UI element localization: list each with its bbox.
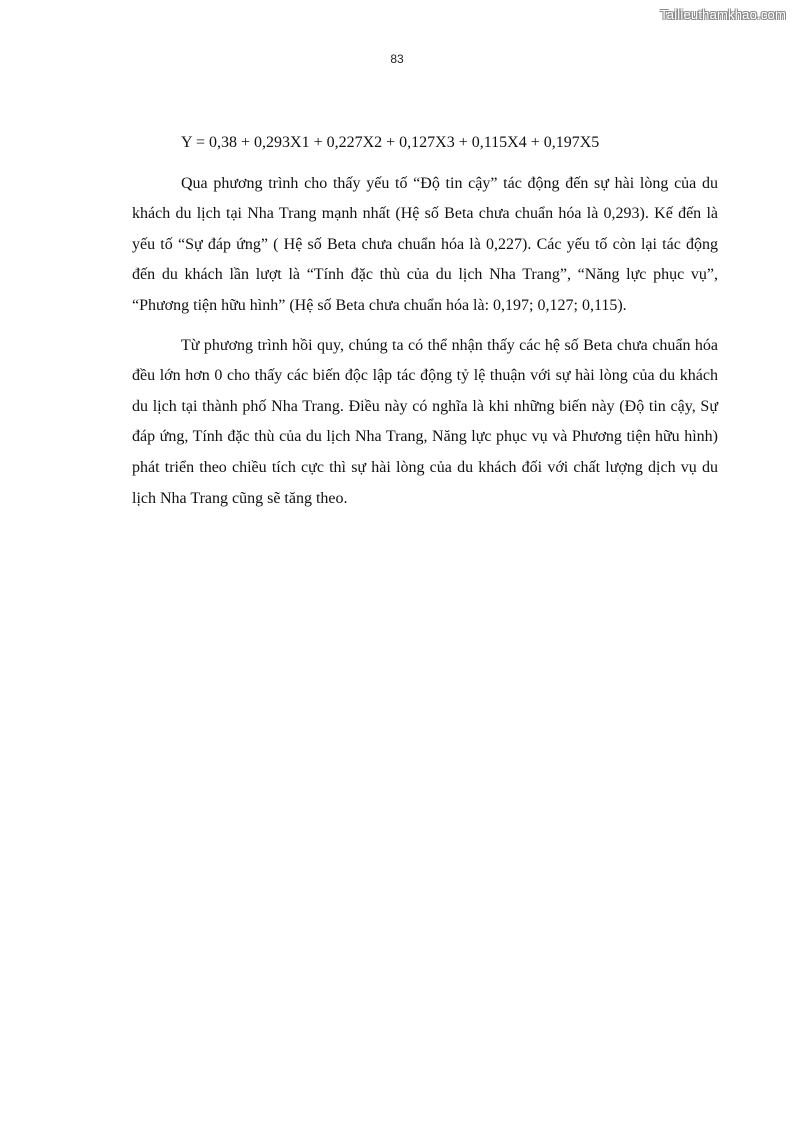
page-number: 83 (390, 52, 404, 66)
regression-equation: Y = 0,38 + 0,293X1 + 0,227X2 + 0,127X3 + 0,115X4 + 0,197X5 (181, 134, 600, 151)
watermark: Tailieuthamkhao.com (660, 7, 786, 22)
paragraph-beta-ranking: Qua phương trình cho thấy yếu tố “Độ tin cậy” tác động đến sự hài lòng của du khách du lịch tại Nha Trang mạnh nhất (Hệ số Beta chưa chuẩn hóa là 0,293). Kế đến là yếu tố “Sự đáp ứng” ( Hệ số Beta chưa chuẩn hóa là 0,227). Các yếu tố còn lại tác động đến du khách lần lượt là “Tính đặc thù của du lịch Nha Trang”, “Năng lực phục vụ”, “Phương tiện hữu hình” (Hệ số Beta chưa chuẩn hóa là: 0,197; 0,127; 0,115). (132, 174, 718, 314)
paragraph-interpretation: Từ phương trình hồi quy, chúng ta có thể nhận thấy các hệ số Beta chưa chuẩn hóa đều lớn hơn 0 cho thấy các biến độc lập tác động tỷ lệ thuận với sự hài lòng của du khách du lịch tại thành phố Nha Trang. Điều này có nghĩa là khi những biến này (Độ tin cậy, Sự đáp ứng, Tính đặc thù của du lịch Nha Trang, Năng lực phục vụ và Phương tiện hữu hình) phát triển theo chiều tích cực thì sự hài lòng của du khách đối với chất lượng dịch vụ du lịch Nha Trang cũng sẽ tăng theo. (132, 336, 718, 507)
document-body (132, 128, 718, 523)
